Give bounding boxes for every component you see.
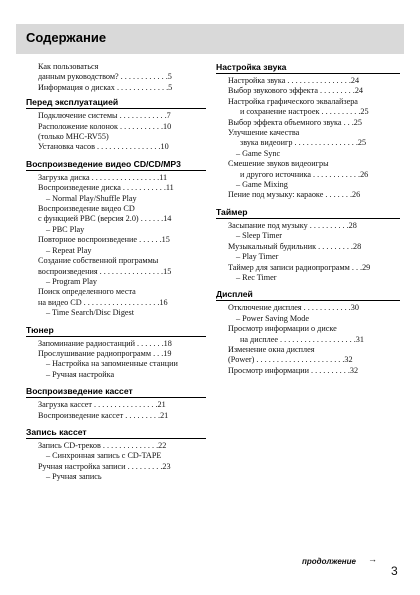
toc-entry[interactable]: Воспроизведение диска . . . . . . . . . . .11 — [38, 183, 174, 193]
toc-subentry[interactable]: – Настройка на запомненные станции — [38, 359, 206, 369]
toc-entry[interactable]: Выбор звукового эффекта . . . . . . . . .24 — [228, 86, 364, 96]
toc-subentry[interactable]: – Repeat Play — [38, 246, 206, 256]
toc-section — [26, 97, 206, 153]
toc-entry[interactable]: Смешение звуков видеоигры — [228, 159, 329, 169]
section-heading[interactable]: Тюнер — [26, 325, 206, 337]
section-heading[interactable]: Запись кассет — [26, 427, 206, 439]
section-entries — [220, 221, 400, 283]
toc-entry[interactable]: (Power) . . . . . . . . . . . . . . . . . . . . . .32 — [228, 355, 353, 365]
toc-entry[interactable]: Воспроизведение видео CD — [38, 204, 135, 214]
section-entries — [220, 303, 400, 376]
toc-entry[interactable]: Настройка звука . . . . . . . . . . . . . . . .24 — [228, 76, 360, 85]
toc-entry[interactable]: Выбор эффекта объемного звука . . .25 — [228, 117, 362, 127]
toc-entry[interactable]: Поиск определенного места — [38, 287, 136, 297]
toc-left-sections — [26, 97, 206, 482]
page-number: 3 — [391, 564, 398, 578]
toc-entry[interactable]: Создание собственной программы — [38, 256, 159, 266]
toc-entry[interactable]: данным руководством? . . . . . . . . . . . .5 — [38, 72, 172, 82]
toc-subentry[interactable]: – Play Timer — [228, 252, 400, 262]
toc-entry[interactable]: Как пользоваться — [38, 62, 99, 71]
section-entries — [30, 400, 206, 421]
toc-right-column — [216, 62, 400, 382]
toc-intro — [30, 62, 206, 93]
section-entries — [30, 339, 206, 381]
toc-entry[interactable]: Расположение колонок . . . . . . . . . . .10 — [38, 121, 172, 131]
toc-section — [26, 386, 206, 421]
section-entries — [30, 111, 206, 153]
toc-subentry[interactable]: – Ручная настройка — [38, 370, 206, 380]
toc-entry[interactable]: и другого источника . . . . . . . . . . . .26 — [240, 169, 369, 179]
toc-entry[interactable]: Музыкальный будильник . . . . . . . . .28 — [228, 241, 362, 251]
toc-entry[interactable]: Пение под музыку: караоке . . . . . . .26 — [228, 190, 361, 200]
section-heading[interactable]: Настройка звука — [216, 62, 400, 74]
toc-entry[interactable]: Ручная настройка записи . . . . . . . . .23 — [38, 461, 171, 471]
toc-subentry[interactable]: – Time Search/Disc Digest — [38, 308, 206, 318]
section-heading[interactable]: Перед эксплуатацией — [26, 97, 206, 109]
toc-section — [26, 426, 206, 483]
toc-left-column — [26, 62, 206, 489]
toc-entry[interactable]: Засыпание под музыку . . . . . . . . . .28 — [228, 220, 357, 230]
continued-label: продолжение — [302, 557, 356, 566]
toc-entry[interactable]: воспроизведения . . . . . . . . . . . . . . . .15 — [38, 266, 172, 276]
toc-entry[interactable]: Просмотр информации . . . . . . . . . .32 — [228, 365, 359, 375]
toc-entry[interactable]: Таймер для записи радиопрограмм . . .29 — [228, 262, 371, 272]
toc-entry[interactable]: на видео CD . . . . . . . . . . . . . . . . . . .16 — [38, 297, 168, 307]
toc-subentry[interactable]: – Ручная запись — [38, 472, 206, 482]
toc-entry[interactable]: (только MHC-RV55) — [38, 132, 109, 142]
toc-subentry[interactable]: – Rec Timer — [228, 273, 400, 283]
toc-section — [26, 324, 206, 381]
toc-subentry[interactable]: – Sleep Timer — [228, 231, 400, 241]
section-heading[interactable]: Дисплей — [216, 289, 400, 301]
toc-entry[interactable]: Изменение окна дисплея — [228, 344, 315, 354]
toc-entry[interactable]: Улучшение качества — [228, 128, 300, 138]
toc-subentry[interactable]: – Program Play — [38, 277, 206, 287]
toc-entry[interactable]: Воспроизведение кассет . . . . . . . . .21 — [38, 410, 169, 420]
toc-entry[interactable]: Прослушивание радиопрограмм . . .19 — [38, 348, 172, 358]
toc-subentry[interactable]: – Game Mixing — [228, 180, 400, 190]
toc-entry[interactable]: Отключение дисплея . . . . . . . . . . . .30 — [228, 303, 359, 313]
toc-section — [216, 206, 400, 283]
toc-entry[interactable]: Запись CD-треков . . . . . . . . . . . . . .22 — [38, 440, 167, 450]
toc-section — [216, 62, 400, 201]
toc-entry[interactable]: Повторное воспроизведение . . . . . .15 — [38, 235, 170, 245]
toc-entry[interactable]: Подключение системы . . . . . . . . . . . .7 — [38, 111, 171, 121]
toc-section — [216, 289, 400, 376]
toc-entry[interactable]: Установка часов . . . . . . . . . . . . . . . .10 — [38, 142, 169, 152]
toc-subentry[interactable]: – Normal Play/Shuffle Play — [38, 194, 206, 204]
toc-subentry[interactable]: – Game Sync — [228, 149, 400, 159]
toc-subentry[interactable]: – Power Saving Mode — [228, 314, 400, 324]
section-entries — [30, 173, 206, 319]
section-entries — [30, 441, 206, 483]
toc-entry[interactable]: Настройка графического эквалайзера — [228, 96, 358, 106]
continued-arrow-icon: → — [368, 554, 377, 564]
toc-section — [26, 158, 206, 319]
section-entries — [220, 76, 400, 201]
toc-title-bar — [16, 24, 404, 54]
toc-entry[interactable]: Загрузка кассет . . . . . . . . . . . . . . . .21 — [38, 400, 166, 410]
section-heading[interactable]: Воспроизведение кассет — [26, 386, 206, 398]
toc-entry[interactable]: Просмотр информации о диске — [228, 324, 337, 334]
toc-entry[interactable]: звука видеоигр . . . . . . . . . . . . . . . .25 — [240, 138, 367, 148]
toc-entry[interactable]: и сохранение настроек . . . . . . . . . .25 — [240, 107, 369, 117]
toc-entry[interactable]: Запоминание радиостанций . . . . . . .18 — [38, 338, 172, 348]
toc-entry[interactable]: Загрузка диска . . . . . . . . . . . . . . . . .11 — [38, 172, 168, 182]
section-heading[interactable]: Таймер — [216, 207, 400, 219]
toc-entry[interactable]: Информация о дисках . . . . . . . . . . . . .5 — [38, 82, 173, 92]
toc-entry[interactable]: с функцией PBC (версия 2.0) . . . . . .14 — [38, 214, 172, 224]
page-title: Содержание — [26, 30, 107, 45]
toc-right-sections — [216, 62, 400, 376]
toc-subentry[interactable]: – PBC Play — [38, 225, 206, 235]
toc-subentry[interactable]: – Синхронная запись с CD-TAPE — [38, 451, 206, 461]
toc-entry[interactable]: на дисплее . . . . . . . . . . . . . . . . . . .31 — [240, 334, 364, 344]
section-heading[interactable]: Воспроизведение видео CD/CD/MP3 — [26, 159, 206, 171]
